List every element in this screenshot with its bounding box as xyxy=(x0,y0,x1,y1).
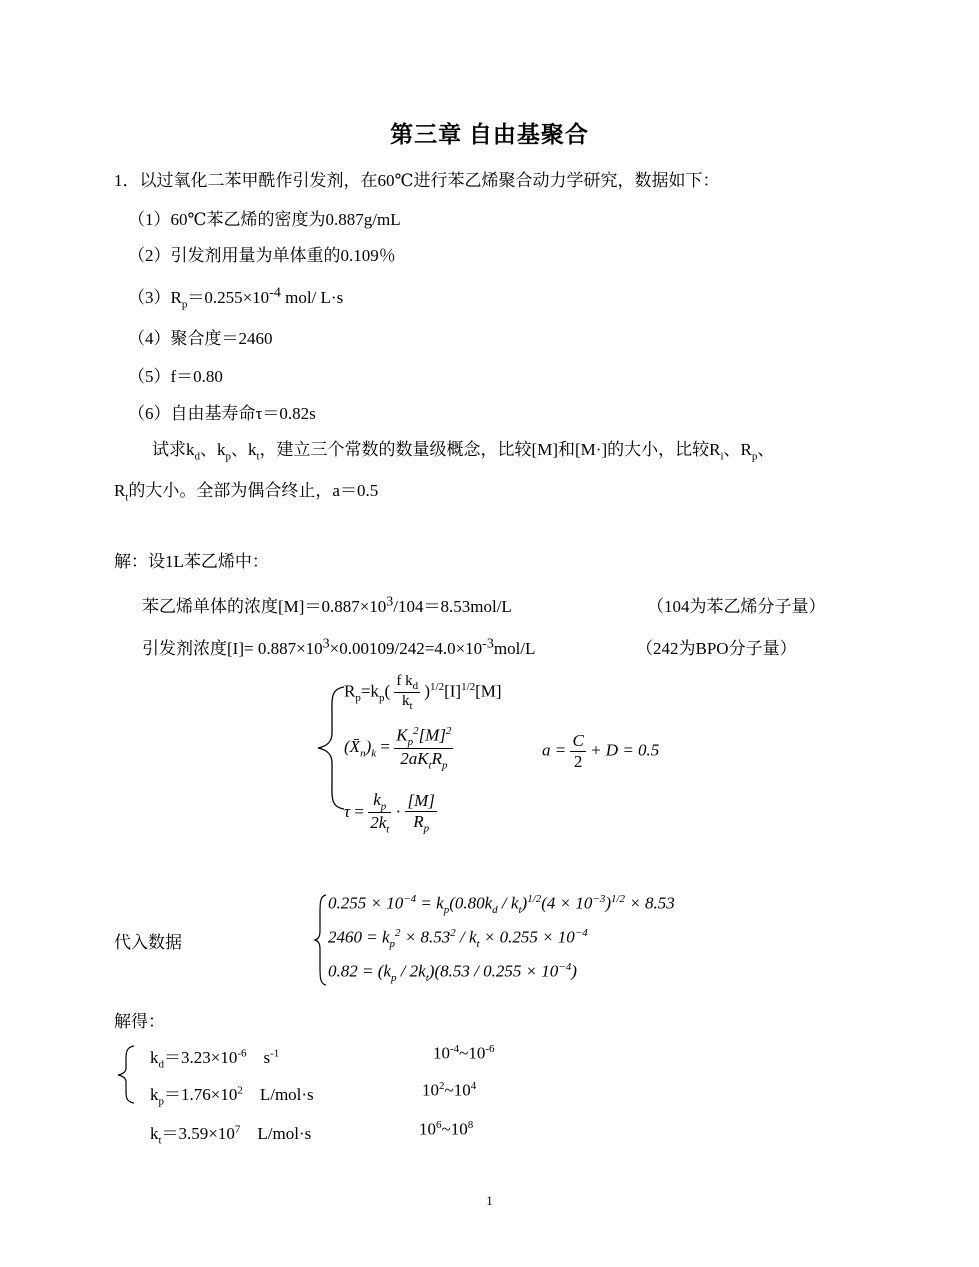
monomer-concentration: 苯乙烯单体的浓度$[M]=0.887\times 10^3/104=8.53mol/L$ xyxy=(142,594,512,616)
solution-label: 解：设1L苯乙烯中： xyxy=(114,552,269,571)
substitute-eq-3: $0.82 = (k_p / 2k_t)(8.53 / 0.255 \times 10^{-4})$ xyxy=(328,961,577,985)
condition-1: （1）60℃苯乙烯的密度为0.887g/mL xyxy=(128,210,401,229)
problem-intro: 1．以过氧化二苯甲酰作引发剂，在60℃进行苯乙烯聚合动力学研究，数据如下： xyxy=(114,171,720,190)
result-kd: $k_d=3.23\times 10^{-6}$ $s^{-1}$ xyxy=(150,1047,280,1071)
substitute-eq-2: $2460 = k_p^2 \times 8.53^2 / k_t \times 0.255 \times 10^{-4}$ xyxy=(328,927,588,951)
results-brace xyxy=(116,1044,138,1104)
lifetime-equation: τ = $\frac{k_p}{2k_t}$ · $\frac{[M]}{R_p}$ xyxy=(344,790,435,836)
substitute-label: 代入数据 xyxy=(114,933,182,952)
condition-6: （6）自由基寿命τ＝0.82s xyxy=(128,404,316,423)
rate-equation: $R_p=k_p$( $\frac{f k_d}{k_t}$ )$^{1/2}[I]^{1/2}[M]$ xyxy=(344,673,502,712)
condition-3: $(3)R_p=0.255\times 10^{-4}$ mol/ L·s xyxy=(128,285,344,311)
condition-2: （2）引发剂用量为单体重的0.109％ xyxy=(128,246,396,265)
a-equation: a = $\frac{C}{2}$ + D = 0.5 xyxy=(542,731,660,771)
result-kt-range: $10^6\sim 10^8$ xyxy=(419,1119,474,1139)
task-line-2: $R_t$的大小。全部为偶合终止，a＝0.5 xyxy=(114,481,379,504)
chapter-title: 第三章 自由基聚合 xyxy=(390,122,589,147)
solved-label: 解得： xyxy=(114,1012,165,1031)
result-kp-range: $10^2\sim 10^4$ xyxy=(422,1080,477,1100)
initiator-note: （242为BPO分子量） xyxy=(636,639,797,658)
substitute-eq-1: $0.255 \times 10^{-4} = k_p(0.80k_d / k_t)^{1/2}(4 \times 10^{-3})^{1/2} \times 8.53$ xyxy=(328,893,675,917)
result-kt: $k_t=3.59\times 10^7$ L/mol·s xyxy=(150,1123,312,1147)
initiator-concentration: 引发剂浓度$[I]= 0.887\times 10^3\times 0.00109/242=4.0\times 10^{-3}mol/L$ xyxy=(142,636,536,658)
task-line-1: 试求$k_d$、$k_p$、$k_t$，建立三个常数的数量级概念，比较[M]和[M·]的大小，比较$R_i$、$R_p$、 xyxy=(152,440,775,463)
condition-5: （5）f＝0.80 xyxy=(128,367,223,386)
page-number: 1 xyxy=(486,1193,493,1208)
condition-4: （4）聚合度＝2460 xyxy=(128,329,273,348)
degree-polymerization-equation: $(X̄_n)_k$ = $\frac{K_p^2[M]^2}{2aK_tR_p}$ xyxy=(344,725,452,772)
result-kp: $k_p=1.76\times 10^2$ L/mol·s xyxy=(150,1084,314,1108)
result-kd-range: $10^{-4}\sim 10^{-6}$ xyxy=(433,1043,495,1063)
monomer-note: （104为苯乙烯分子量） xyxy=(647,597,826,616)
